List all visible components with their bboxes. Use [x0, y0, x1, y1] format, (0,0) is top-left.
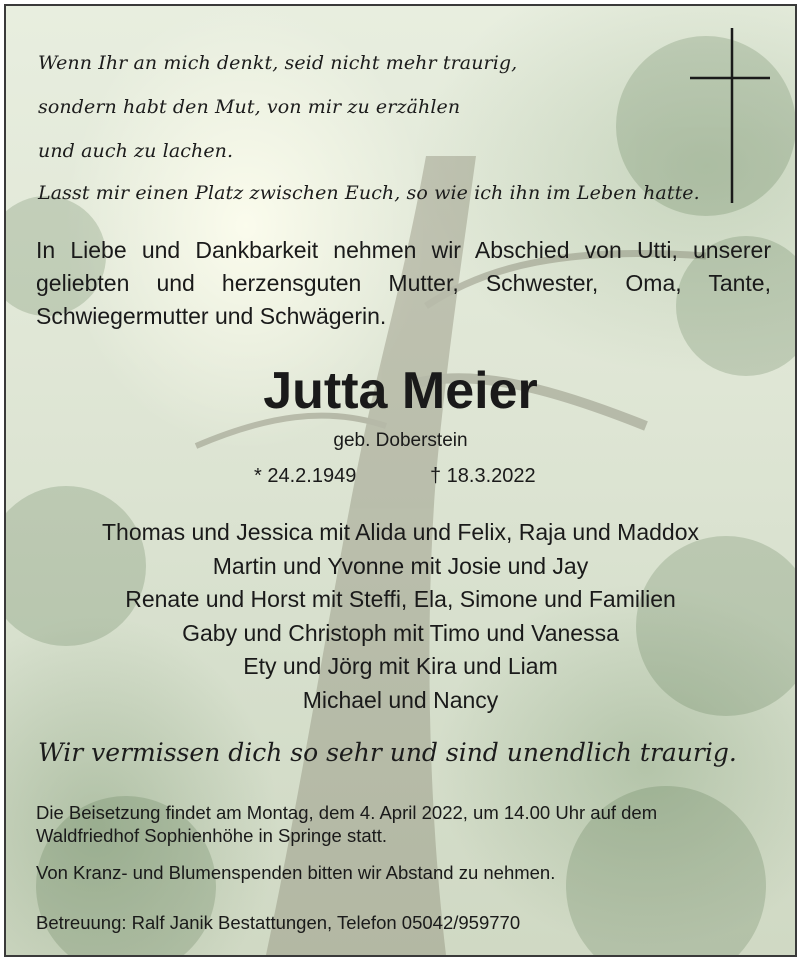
family-line: Michael und Nancy: [302, 686, 499, 713]
poem-line: Wenn Ihr an mich denkt, seid nicht mehr traurig,: [38, 52, 518, 74]
flowers-note: Von Kranz- und Blumenspenden bitten wir Abstand zu nehmen.: [36, 862, 556, 883]
family-list: [6, 516, 795, 717]
birth-date: * 24.2.1949: [254, 465, 357, 487]
family-line: Renate und Horst mit Steffi, Ela, Simone und Familien: [125, 586, 676, 612]
deceased-name: Jutta Meier: [263, 362, 538, 420]
birth-name: geb. Doberstein: [333, 430, 468, 451]
intro-text: In Liebe und Dankbarkeit nehmen wir Abschied von Utti, unserer geliebten und herzensguten Mutter, Schwester, Oma, Tante, Schwiegermutter und Schwägerin.: [36, 237, 771, 329]
family-line: Gaby und Christoph mit Timo und Vanessa: [182, 619, 619, 646]
poem-line: und auch zu lachen.: [38, 140, 234, 162]
death-date: † 18.3.2022: [430, 465, 536, 487]
closing-line: Wir vermissen dich so sehr und sind unendlich traurig.: [38, 738, 737, 767]
cross-icon: [688, 28, 772, 203]
obituary-card: [4, 4, 797, 957]
poem-line: Lasst mir einen Platz zwischen Euch, so wie ich ihn im Leben hatte.: [38, 182, 700, 204]
funeral-info: Die Beisetzung findet am Montag, dem 4. April 2022, um 14.00 Uhr auf dem Waldfriedhof Sophienhöhe in Springe statt.: [36, 802, 658, 846]
family-line: Thomas und Jessica mit Alida und Felix, Raja und Maddox: [101, 519, 700, 545]
undertaker-info: Betreuung: Ralf Janik Bestattungen, Telefon 05042/959770: [36, 912, 521, 933]
family-line: Ety und Jörg mit Kira und Liam: [243, 653, 558, 679]
family-line: Martin und Yvonne mit Josie und Jay: [212, 552, 589, 579]
poem-line: sondern habt den Mut, von mir zu erzählen: [38, 96, 461, 118]
